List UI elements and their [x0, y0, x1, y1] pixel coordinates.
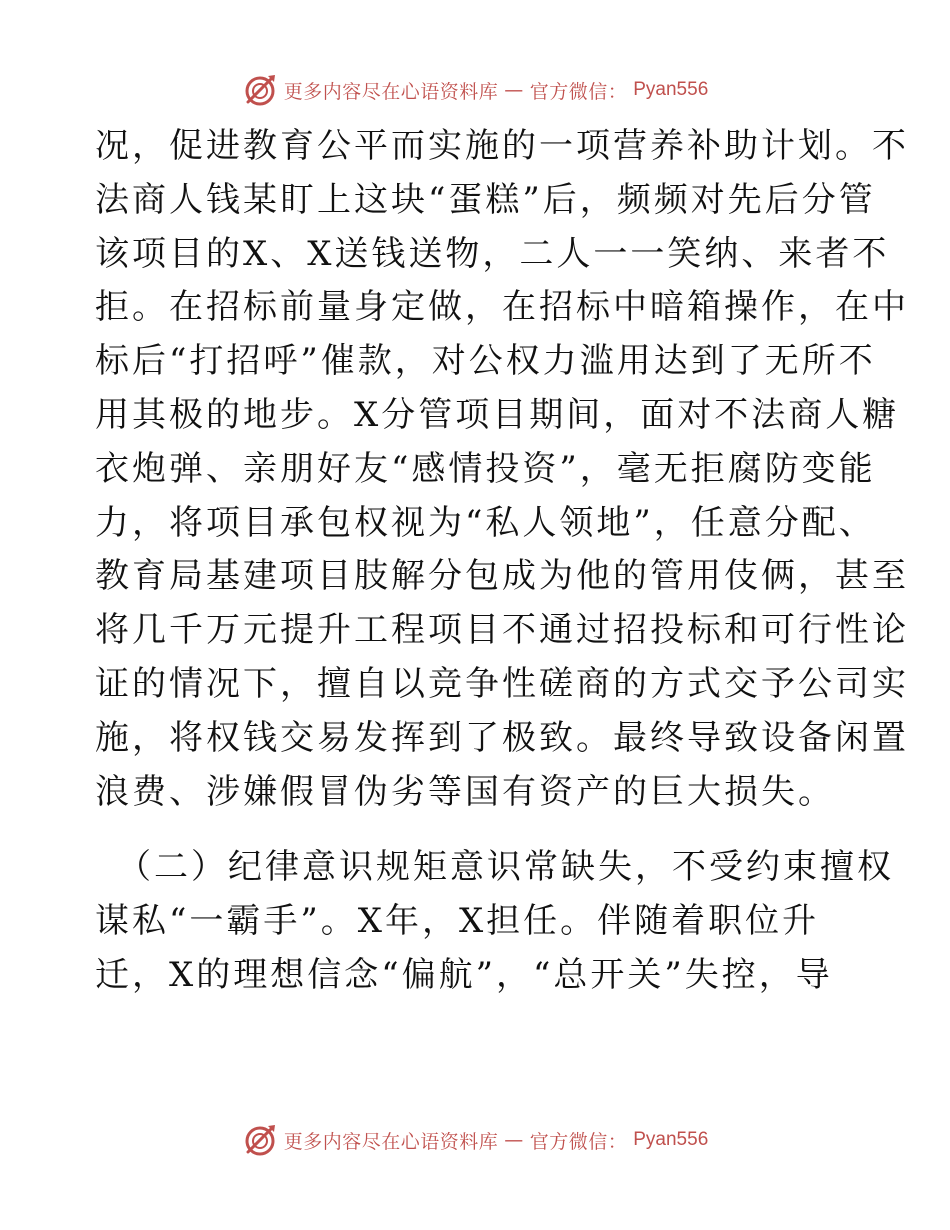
text-line: 施，将权钱交易发挥到了极致。最终导致设备闲置	[95, 717, 909, 758]
text-line: 将几千万元提升工程项目不通过招投标和可行性论	[95, 610, 909, 651]
section-heading-line: （二）纪律意识规矩意识常缺失，不受约束擅权	[117, 847, 894, 888]
text-line: 力，将项目承包权视为“私人领地”，任意分配、	[95, 502, 876, 543]
text-line: 该项目的X、X送钱送物，二人一一笑纳、来者不	[95, 233, 890, 274]
text-line: 谋私“一霸手”。X年，X担任。伴随着职位升	[95, 901, 820, 942]
text-line: 况，促进教育公平而实施的一项营养补助计划。不	[95, 126, 909, 166]
brand-logo-icon	[242, 72, 278, 108]
footer-brand: 更多内容尽在心语资料库	[283, 1130, 499, 1153]
document-body	[95, 120, 909, 1003]
header-wechat-id: Pyan556	[633, 79, 709, 100]
text-line: 衣炮弹、亲朋好友“感情投资”，毫无拒腐防变能	[95, 448, 876, 489]
header-brand: 更多内容尽在心语资料库	[283, 80, 499, 103]
text-line: 迁，X的理想信念“偏航”，“总开关”失控，导	[95, 954, 833, 995]
header-label: 官方微信：	[529, 80, 628, 103]
footer-wechat-id: Pyan556	[633, 1129, 709, 1150]
text-line: 证的情况下，擅自以竞争性磋商的方式交予公司实	[95, 663, 909, 704]
text-line: 用其极的地步。X分管项目期间，面对不法商人糖	[95, 394, 900, 435]
header-banner	[0, 70, 950, 110]
footer-banner	[0, 1120, 950, 1160]
paragraph-spacer	[95, 819, 855, 841]
brand-logo-icon	[242, 1122, 278, 1158]
text-line: 标后“打招呼”催款，对公权力滥用达到了无所不	[95, 341, 876, 382]
footer-label: 官方微信：	[529, 1130, 628, 1153]
footer-separator: —	[504, 1129, 524, 1151]
text-line: 教育局基建项目肢解分包成为他的管用伎俩，甚至	[95, 556, 909, 597]
text-line: 法商人钱某盯上这块“蛋糕”后，频频对先后分管	[95, 179, 876, 220]
paragraph-2	[95, 841, 894, 1002]
paragraph-1	[95, 120, 909, 819]
text-line: 浪费、涉嫌假冒伪劣等国有资产的巨大损失。	[95, 771, 835, 812]
text-line: 拒。在招标前量身定做，在招标中暗箱操作，在中	[95, 287, 909, 328]
header-separator: —	[504, 79, 524, 101]
